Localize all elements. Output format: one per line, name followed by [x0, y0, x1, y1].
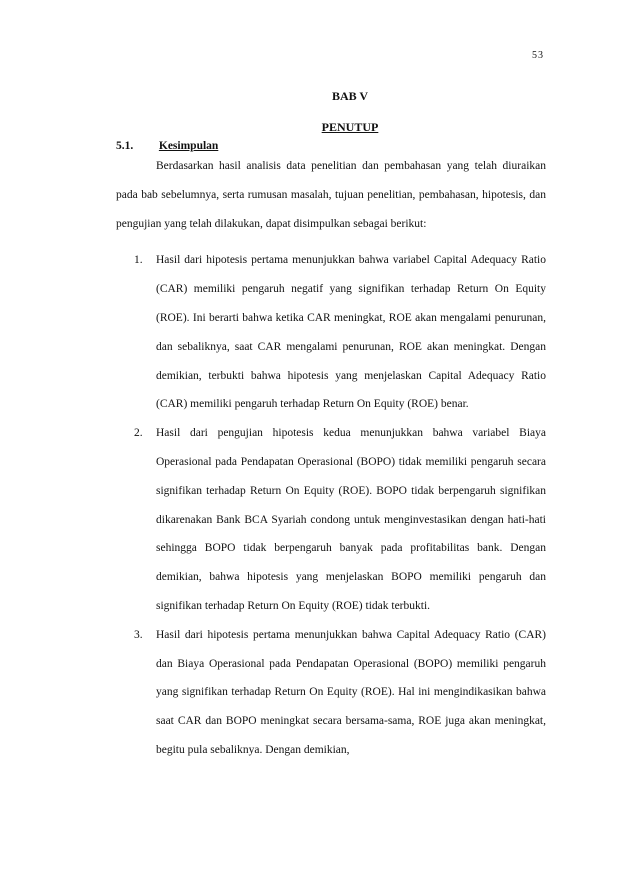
conclusion-number: 3.	[134, 628, 143, 641]
chapter-title: BAB V	[331, 89, 369, 103]
conclusion-list	[116, 246, 546, 764]
intro-paragraph: Berdasarkan hasil analisis data penelitian dan pembahasan yang telah diuraikan pada bab sebelumnya, serta rumusan masalah, tujuan penelitian, pembahasan, hipotesis, dan pengujian yang telah dilakukan, dapat disimpulkan sebagai berikut:	[116, 160, 546, 230]
conclusion-number: 2.	[134, 427, 143, 440]
document-body	[116, 152, 546, 765]
section-number: 5.1.	[116, 140, 134, 152]
section-title: Kesimpulan	[158, 140, 219, 152]
conclusion-text: Hasil dari pengujian hipotesis kedua menunjukkan bahwa variabel Biaya Operasional pada Pendapatan Operasional (BOPO) tidak memiliki pengaruh secara signifikan terhadap Return On Equity (ROE). BOPO tidak berpengaruh signifikan dikarenakan Bank BCA Syariah condong untuk menginvestasikan dengan hati-hati sehingga BOPO tidak berpengaruh banyak pada profitabilitas bank. Dengan demikian, bahwa hipotesis yang menjelaskan BOPO memiliki pengaruh dan signifikan terhadap Return On Equity (ROE) tidak terbukti.	[156, 427, 546, 612]
section-heading	[116, 140, 218, 152]
conclusion-number: 1.	[134, 254, 143, 267]
conclusion-item	[116, 621, 546, 765]
conclusion-text: Hasil dari hipotesis pertama menunjukkan bahwa variabel Capital Adequacy Ratio (CAR) memiliki pengaruh negatif yang signifikan terhadap Return On Equity (ROE). Ini berarti bahwa ketika CAR meningkat, ROE akan mengalami penurunan, dan sebaliknya, saat CAR mengalami penurunan, ROE akan meningkat. Dengan demikian, terbukti bahwa hipotesis yang menjelaskan Capital Adequacy Ratio (CAR) memiliki pengaruh terhadap Return On Equity (ROE) benar.	[156, 254, 546, 411]
conclusion-item	[116, 419, 546, 621]
conclusion-text: Hasil dari hipotesis pertama menunjukkan bahwa Capital Adequacy Ratio (CAR) dan Biaya Operasional pada Pendapatan Operasional (BOPO) memiliki pengaruh yang signifikan terhadap Return On Equity (ROE). Hal ini mengindikasikan bahwa saat CAR dan BOPO meningkat secara bersama-sama, ROE juga akan meningkat, begitu pula sebaliknya. Dengan demikian,	[156, 628, 546, 756]
conclusion-item	[116, 246, 546, 419]
chapter-subtitle: PENUTUP	[321, 120, 379, 134]
page-number: 53	[532, 50, 544, 61]
